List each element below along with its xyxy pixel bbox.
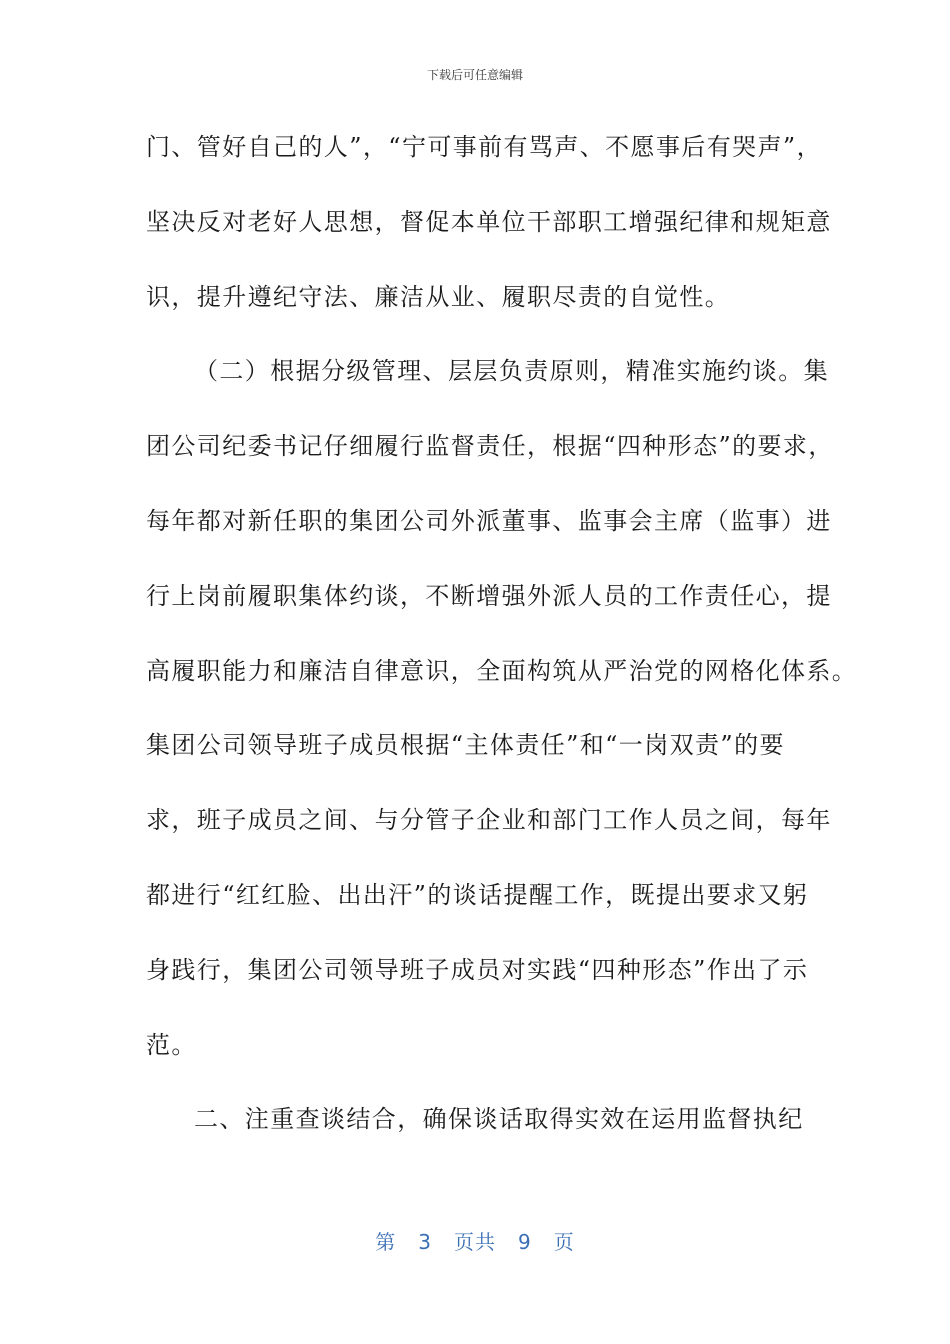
page-suffix: 页: [553, 1230, 575, 1254]
page-prefix: 第: [375, 1230, 397, 1254]
text-line: 团公司纪委书记仔细履行监督责任，根据“四种形态”的要求，: [146, 432, 834, 461]
text-line: 行上岗前履职集体约谈，不断增强外派人员的工作责任心，提: [146, 581, 832, 610]
text-line: 高履职能力和廉洁自律意识，全面构筑从严治党的网格化体系。: [146, 656, 858, 685]
text-line: 识，提升遵纪守法、廉洁从业、履职尽责的自觉性。: [146, 282, 731, 311]
page-number-footer: [0, 1226, 950, 1255]
document-body: [146, 127, 858, 1174]
text-line: 都进行“红红脸、出出汗”的谈话提醒工作，既提出要求又躬: [146, 880, 809, 909]
total-pages-number: 9: [518, 1230, 532, 1254]
text-line: 身践行，集团公司领导班子成员对实践“四种形态”作出了示: [146, 955, 809, 984]
current-page-number: 3: [418, 1230, 432, 1254]
text-line: （二）根据分级管理、层层负责原则，精准实施约谈。集: [194, 357, 829, 386]
header-note: 下载后可任意编辑: [426, 68, 523, 82]
text-line: 每年都对新任职的集团公司外派董事、监事会主席（监事）进: [146, 506, 832, 535]
text-line: 集团公司领导班子成员根据“主体责任”和“一岗双责”的要: [146, 731, 785, 760]
section-heading: 二、注重查谈结合，确保谈话取得实效在运用监督执纪: [194, 1105, 804, 1134]
text-line: 门、管好自己的人”，“宁可事前有骂声、不愿事后有哭声”，: [146, 133, 823, 161]
page-middle: 页共: [454, 1230, 496, 1254]
text-line: 坚决反对老好人思想，督促本单位干部职工增强纪律和规矩意: [146, 207, 832, 236]
text-line: 求，班子成员之间、与分管子企业和部门工作人员之间，每年: [146, 806, 832, 835]
text-line: 范。: [146, 1030, 197, 1059]
